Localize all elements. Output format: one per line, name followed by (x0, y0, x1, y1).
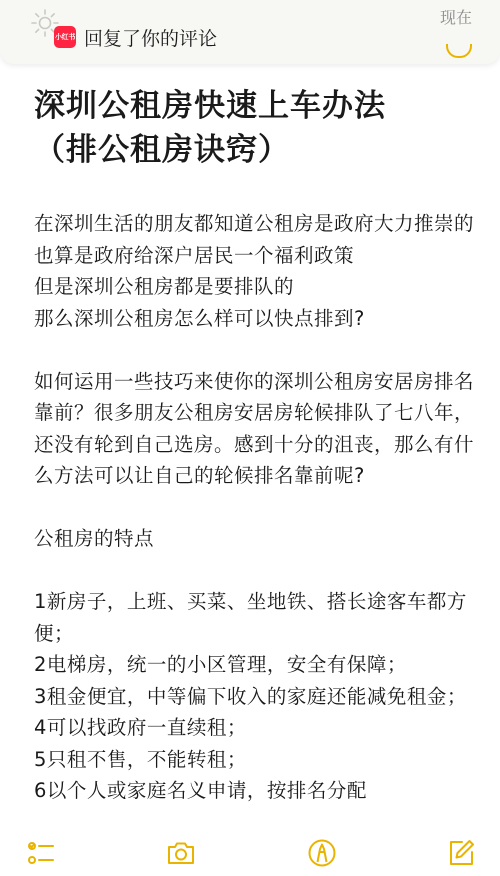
app-icon (54, 26, 76, 48)
paragraph (34, 208, 474, 334)
paragraph (34, 586, 474, 807)
accent-arc-icon (446, 44, 472, 58)
text-line: 但是深圳公租房都是要排队的 (34, 275, 295, 298)
pen-markup-icon[interactable] (307, 838, 337, 868)
notification-banner[interactable] (0, 0, 500, 64)
compose-icon[interactable] (446, 838, 476, 868)
list-item: 2电梯房，统一的小区管理，安全有保障； (34, 653, 407, 676)
app-icon-label: 小红书 (54, 33, 76, 41)
title-line: （排公租房诀窍） (34, 132, 290, 168)
text-line: 在深圳生活的朋友都知道公租房是政府大力推崇的 (34, 212, 474, 235)
list-item: 6以个人或家庭名义申请，按排名分配 (34, 779, 367, 802)
text-line: 公租房的特点 (34, 527, 155, 550)
notification-time: 现在 (439, 8, 472, 27)
bottom-toolbar (0, 830, 500, 876)
note-content[interactable] (34, 84, 474, 830)
list-item: 1新房子，上班、买菜、坐地铁、搭长途客车都方便； (34, 590, 467, 645)
camera-icon[interactable] (166, 838, 196, 868)
list-item: 4可以找政府一直续租； (34, 716, 247, 739)
paragraph (34, 523, 474, 555)
note-body (34, 208, 474, 807)
checklist-icon[interactable] (26, 838, 56, 868)
list-item: 5只租不售，不能转租； (34, 747, 247, 771)
list-item: 3租金便宜，中等偏下收入的家庭还能减免租金； (34, 684, 467, 708)
paragraph (34, 366, 474, 492)
note-title (34, 84, 474, 172)
text-line: 也算是政府给深户居民一个福利政策 (34, 243, 355, 267)
text-line: 那么深圳公租房怎么样可以快点排到? (34, 306, 365, 330)
title-line: 深圳公租房快速上车办法 (34, 88, 386, 124)
notification-message: 回复了你的评论 (84, 28, 218, 50)
text-line: 如何运用一些技巧来使你的深圳公租房安居房排名靠前？很多朋友公租房安居房轮候排队了七八年，还没有轮到自己选房。感到十分的沮丧，那么有什么方法可以让自己的轮候排名靠前呢? (34, 369, 474, 487)
